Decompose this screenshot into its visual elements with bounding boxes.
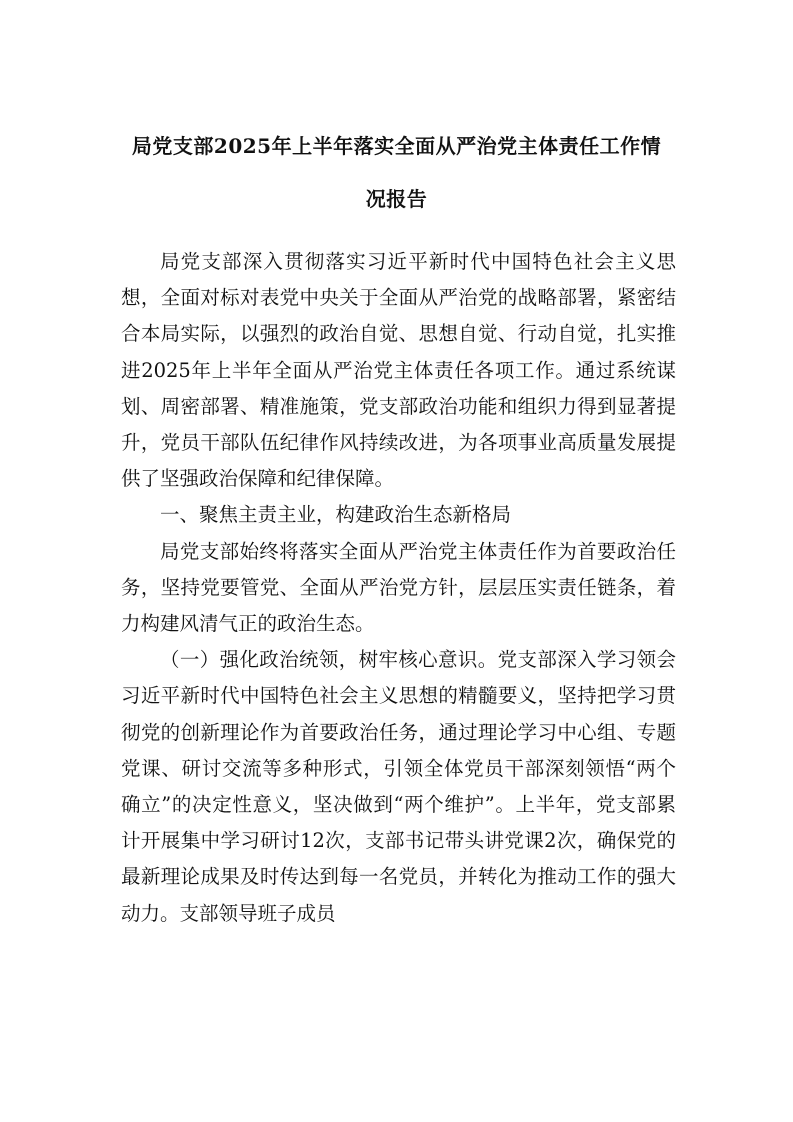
intro-paragraph: 局党支部深入贯彻落实习近平新时代中国特色社会主义思想，全面对标对表党中央关于全面从严治党的战略部署，紧密结合本局实际，以强烈的政治自觉、思想自觉、行动自觉，扎实推进2025年上半年全面从严治党主体责任各项工作。通过系统谋划、周密部署、精准施策，党支部政治功能和组织力得到显著提升，党员干部队伍纪律作风持续改进，为各项事业高质量发展提供了坚强政治保障和纪律保障。 [121, 250, 676, 491]
document-title-line-2: 况报告 [365, 187, 428, 211]
section-1-paragraph: 局党支部始终将落实全面从严治党主体责任作为首要政治任务，坚持党要管党、全面从严治党方针，层层压实责任链条，着力构建风清气正的政治生态。 [121, 539, 676, 636]
document-body [121, 244, 676, 932]
document-title-line-1: 局党支部2025年上半年落实全面从严治党主体责任工作情 [131, 134, 662, 158]
subsection-1-paragraph: （一）强化政治统领，树牢核心意识。党支部深入学习领会习近平新时代中国特色社会主义思想的精髓要义，坚持把学习贯彻党的创新理论作为首要政治任务，通过理论学习中心组、专题党课、研讨交流等多种形式，引领全体党员干部深刻领悟“两个确立”的决定性意义，坚决做到“两个维护”。上半年，党支部累计开展集中学习研讨12次，支部书记带头讲党课2次，确保党的最新理论成果及时传达到每一名党员，并转化为推动工作的强大动力。支部领导班子成员 [121, 648, 676, 925]
section-heading-1: 一、聚焦主责主业，构建政治生态新格局 [160, 503, 512, 527]
